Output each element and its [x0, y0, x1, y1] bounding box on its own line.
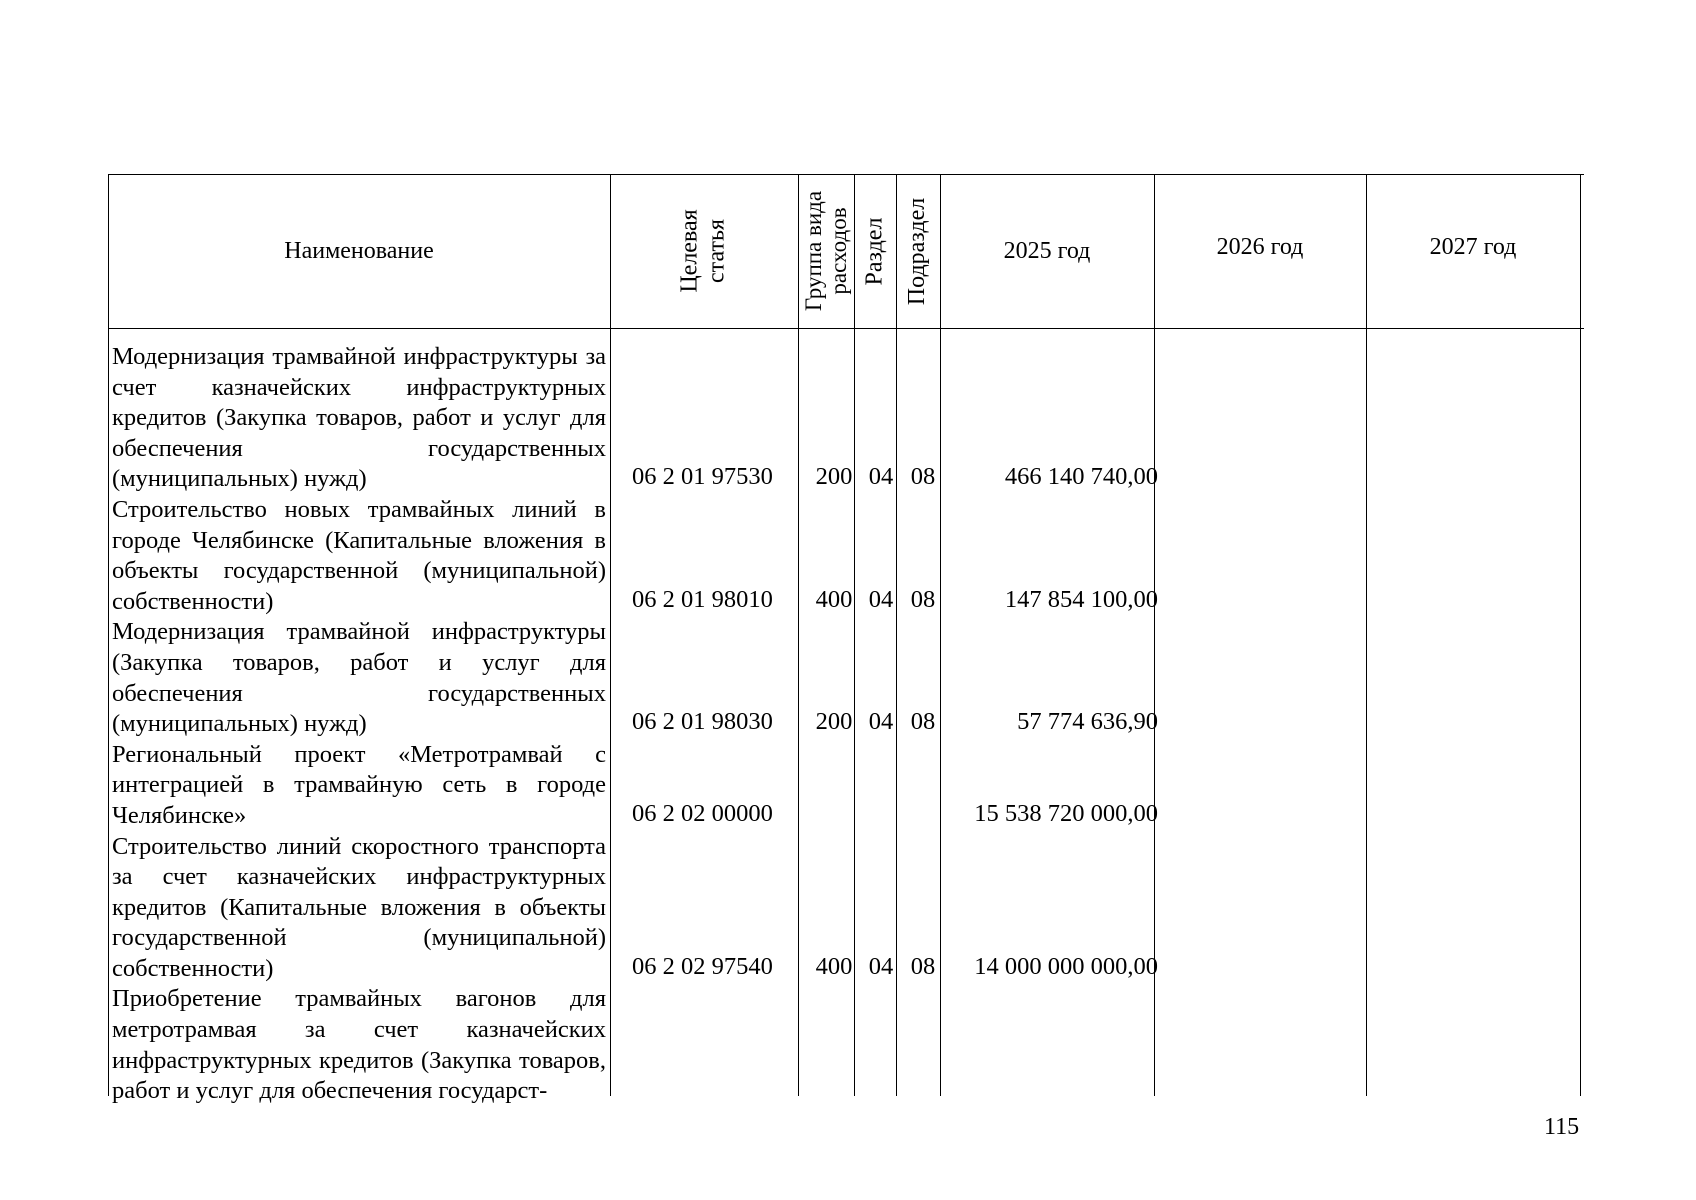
header-expense-group-label: Группа вида расходов: [801, 190, 852, 312]
row-name: Строительство линий скоростного транспорта за счет казначейских инфраструктурных кредитов (Капитальные вложения в объекты государственной (муниципальной) собственности): [112, 832, 606, 982]
header-bottom-border: [108, 328, 1584, 329]
header-2026: [1154, 174, 1366, 320]
table-body: [108, 342, 1584, 1107]
header-2026-label: 2026 год: [1216, 233, 1304, 260]
page-number: 115: [1544, 1114, 1580, 1140]
row-2025: 57 774 636,90: [1017, 708, 1158, 736]
header-name-label: Наименование: [284, 237, 434, 264]
row-subsection: 08: [910, 585, 936, 613]
header-target-article-label: Целевая статья: [676, 209, 730, 293]
header-2025: [940, 174, 1154, 328]
header-name: [108, 174, 610, 328]
row-code: 06 2 02 97540: [632, 952, 773, 980]
row-2025: 15 538 720 000,00: [974, 799, 1158, 827]
row-section: 04: [868, 463, 894, 491]
header-2025-label: 2025 год: [1003, 237, 1091, 264]
row-group: 400: [815, 585, 853, 613]
row-group: 200: [815, 708, 853, 736]
row-2025: 14 000 000 000,00: [974, 952, 1158, 980]
row-subsection: 08: [910, 952, 936, 980]
row-code: 06 2 02 00000: [632, 799, 773, 827]
row-2025: 147 854 100,00: [1004, 585, 1158, 613]
table-row: [108, 342, 1584, 495]
table-row: [108, 495, 1584, 617]
header-target-article: [610, 174, 798, 328]
row-section: 04: [868, 952, 894, 980]
header-2027: [1366, 174, 1580, 320]
row-code: 06 2 01 97530: [632, 463, 773, 491]
row-name: Модернизация трамвайной инфраструктуры за счет казначейских инфраструктурных кредитов (Закупка товаров, работ и услуг для обеспечения государственных (муниципальных) нужд): [112, 343, 606, 493]
row-name: Строительство новых трамвайных линий в городе Челябинске (Капитальные вложения в объекты государственной (муниципальной) собственности): [112, 495, 606, 615]
row-name: Приобретение трамвайных вагонов для метротрамвая за счет казначейских инфраструктурных кредитов (Закупка товаров, работ и услуг для обеспечения государст-: [112, 985, 606, 1105]
row-code: 06 2 01 98010: [632, 585, 773, 613]
header-subsection: [896, 174, 940, 328]
row-section: 04: [868, 585, 894, 613]
row-code: 06 2 01 98030: [632, 708, 773, 736]
row-section: 04: [868, 708, 894, 736]
table-row: [108, 832, 1584, 985]
table-row: [108, 740, 1584, 832]
row-group: 400: [815, 952, 853, 980]
table-row: [108, 617, 1584, 739]
row-subsection: 08: [910, 463, 936, 491]
header-2027-label: 2027 год: [1429, 233, 1517, 260]
row-name: Региональный проект «Метротрамвай с интеграцией в трамвайную сеть в городе Челябинске»: [112, 740, 606, 829]
table-row: [108, 984, 1584, 1106]
header-expense-group: [798, 174, 854, 328]
row-group: 200: [815, 463, 853, 491]
row-name: Модернизация трамвайной инфраструктуры (Закупка товаров, работ и услуг для обеспечения государственных (муниципальных) нужд): [112, 618, 606, 738]
header-subsection-label: Подраздел: [904, 197, 931, 305]
header-section: [854, 174, 896, 328]
row-subsection: 08: [910, 708, 936, 736]
budget-table: [108, 174, 1584, 1105]
header-section-label: Раздел: [861, 217, 888, 285]
row-2025: 466 140 740,00: [1004, 463, 1158, 491]
